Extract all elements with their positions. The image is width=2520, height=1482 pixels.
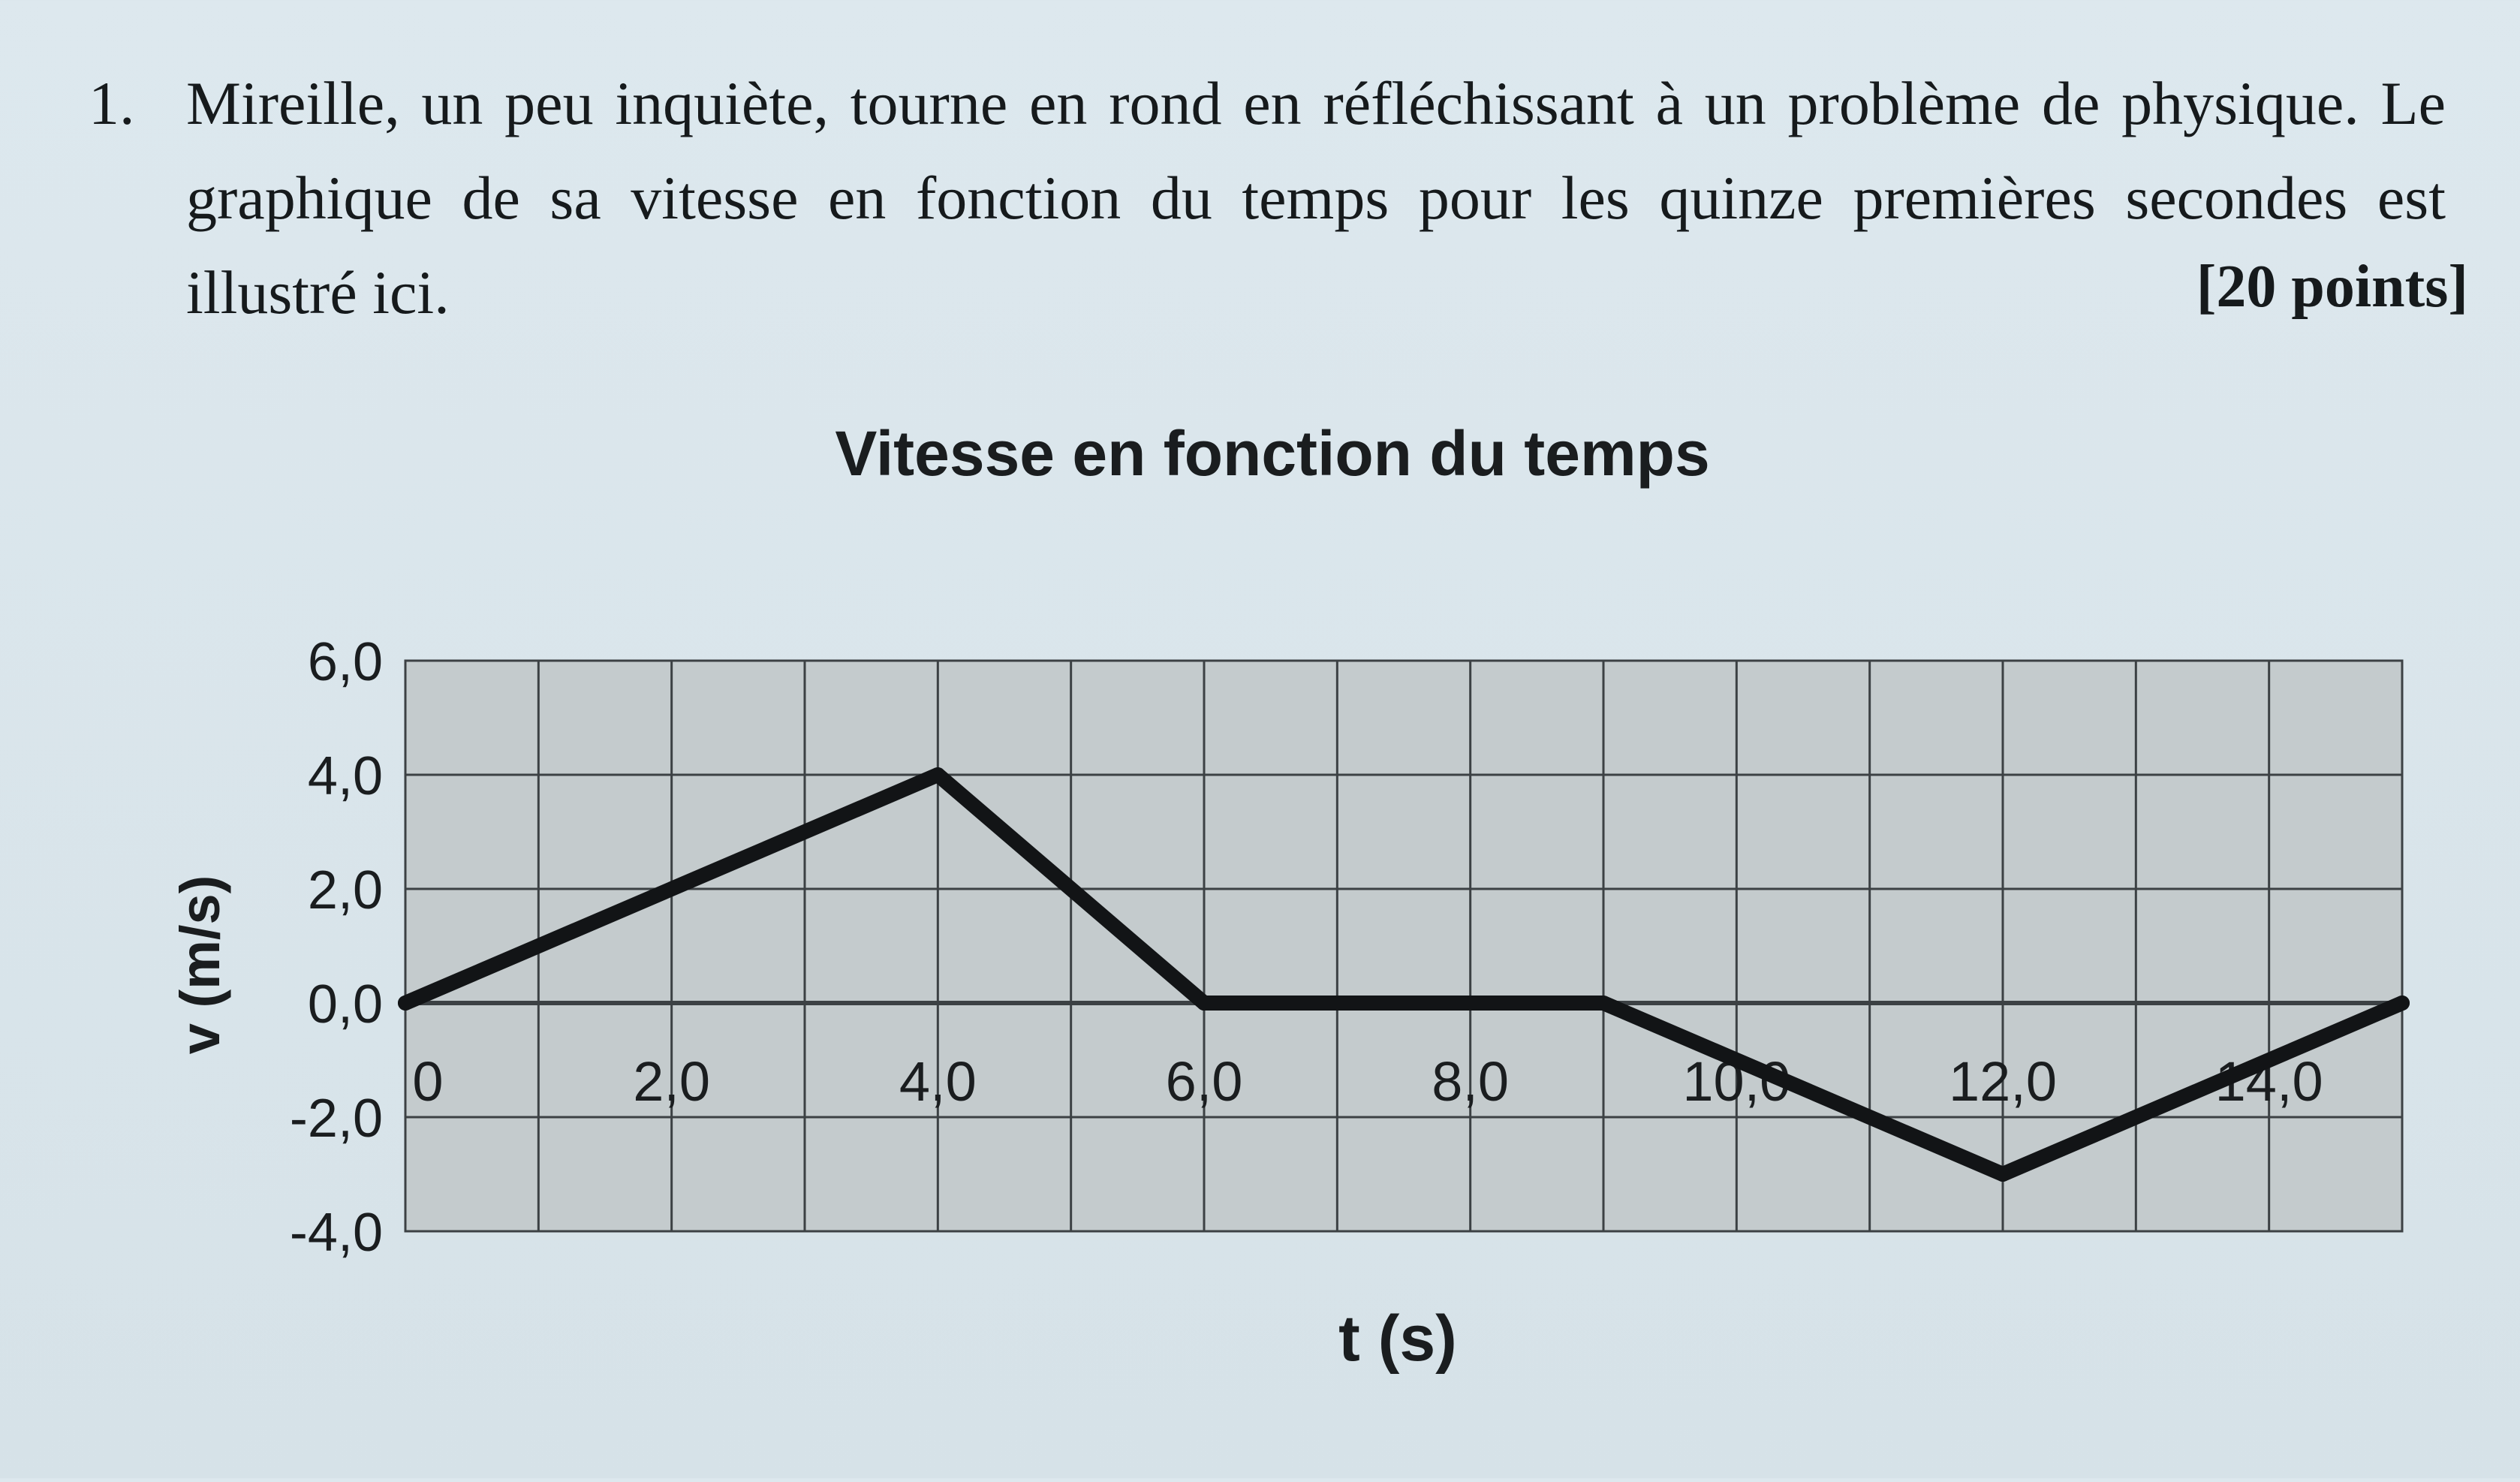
x-tick-label: 4,0 [899,1050,977,1113]
points-label: [20 points] [2196,254,2468,320]
data-point [2395,996,2410,1011]
chart-title: Vitesse en fonction du temps [835,418,1710,489]
x-tick-label: 14,0 [2214,1050,2323,1113]
plot-background [405,661,2402,1231]
x-tick-label: 2,0 [633,1050,711,1113]
x-tick-label: 10,0 [1682,1050,1791,1113]
y-tick-label: -2,0 [289,1089,383,1149]
x-axis-label: t (s) [1338,1303,1457,1375]
x-tick-label: 12,0 [1948,1050,2058,1113]
plot-area [290,632,2410,1263]
data-point [1197,996,1212,1011]
data-point [930,767,945,782]
y-tick-label: 6,0 [307,632,383,692]
x-tick-label: 0 [412,1050,444,1113]
y-tick-label: 2,0 [307,860,383,920]
problem-text: Mireille, un peu inquiète, tourne en rond en réfléchissant à un problème de physique. Le graphique de sa vitesse en fonction du temps pour les quinze premières secondes est illustré ici. [186,69,2446,327]
data-point [1596,996,1611,1011]
data-point [398,996,413,1011]
y-axis-label: v (m/s) [169,875,231,1055]
y-tick-label: -4,0 [289,1203,383,1263]
x-tick-label: 6,0 [1165,1050,1243,1113]
y-tick-label: 0,0 [307,974,383,1035]
x-tick-label: 8,0 [1432,1050,1510,1113]
data-point [1995,1167,2010,1182]
problem-number: 1. [89,69,135,137]
y-tick-label: 4,0 [307,746,383,806]
